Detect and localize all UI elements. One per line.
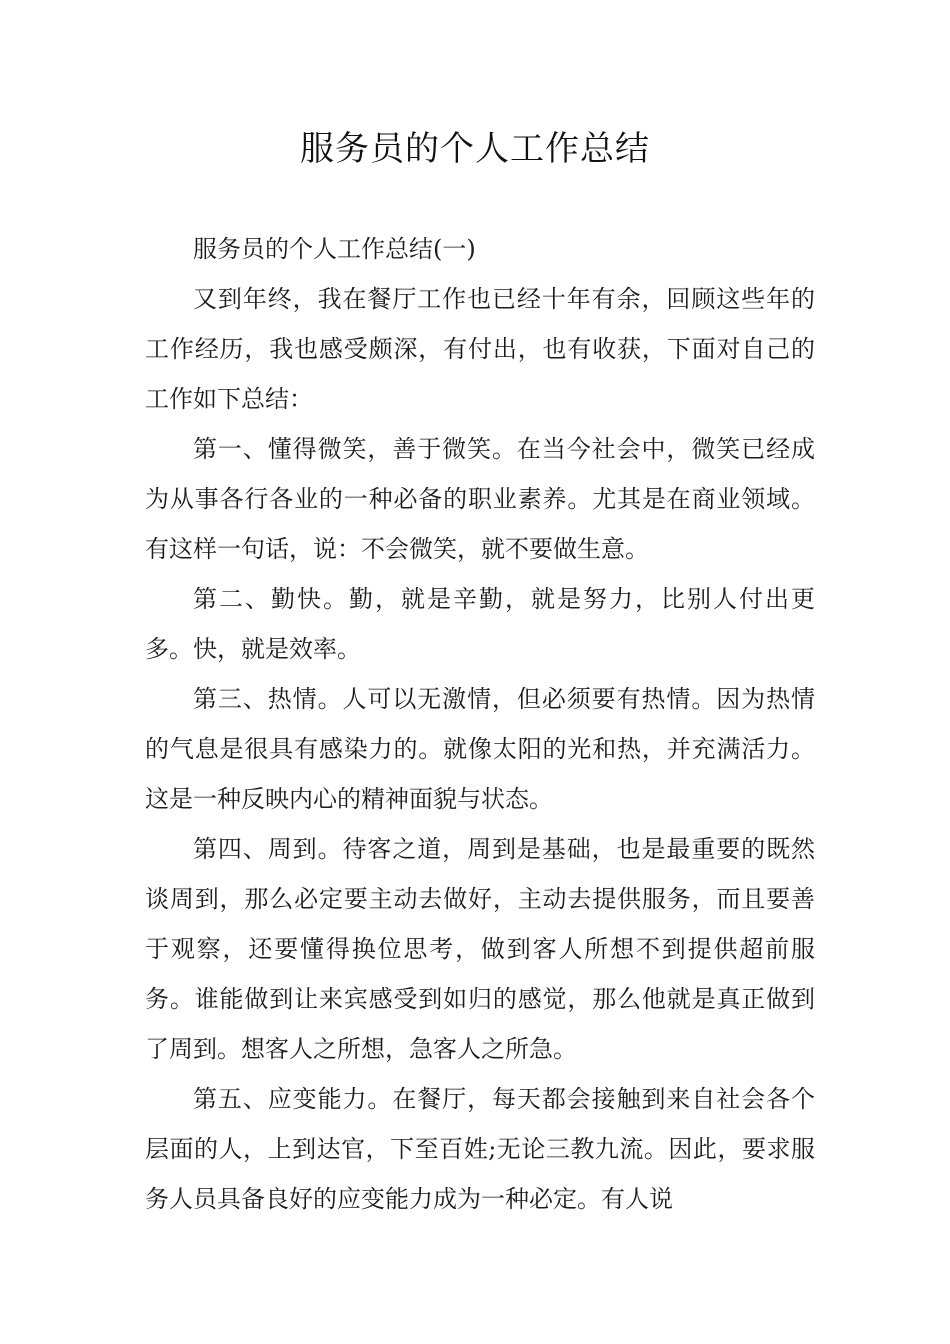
paragraph-point-2: 第二、勤快。勤，就是辛勤，就是努力，比别人付出更多。快，就是效率。: [145, 585, 815, 663]
paragraph-point-5: 第五、应变能力。在餐厅，每天都会接触到来自社会各个层面的人，上到达官，下至百姓;无论三教九流。因此，要求服务人员具备良好的应变能力成为一种必定。有人说: [145, 1085, 815, 1213]
paragraph-point-4: 第四、周到。待客之道，周到是基础，也是最重要的既然谈周到，那么必定要主动去做好，主动去提供服务，而且要善于观察，还要懂得换位思考，做到客人所想不到提供超前服务。谁能做到让来宾感受到如归的感觉，那么他就是真正做到了周到。想客人之所想，急客人之所急。: [145, 835, 815, 1063]
document-title: 服务员的个人工作总结: [300, 129, 650, 169]
paragraph-subtitle: 服务员的个人工作总结(一): [193, 235, 476, 263]
paragraph-point-3: 第三、热情。人可以无激情，但必须要有热情。因为热情的气息是很具有感染力的。就像太阳的光和热，并充满活力。这是一种反映内心的精神面貌与状态。: [145, 685, 815, 813]
paragraph-point-1: 第一、懂得微笑，善于微笑。在当今社会中，微笑已经成为从事各行各业的一种必备的职业素养。尤其是在商业领域。有这样一句话，说：不会微笑，就不要做生意。: [145, 435, 815, 563]
document-body: [145, 224, 815, 1224]
paragraph-intro: 又到年终，我在餐厅工作也已经十年有余，回顾这些年的工作经历，我也感受颇深，有付出，也有收获，下面对自己的工作如下总结：: [145, 285, 815, 413]
